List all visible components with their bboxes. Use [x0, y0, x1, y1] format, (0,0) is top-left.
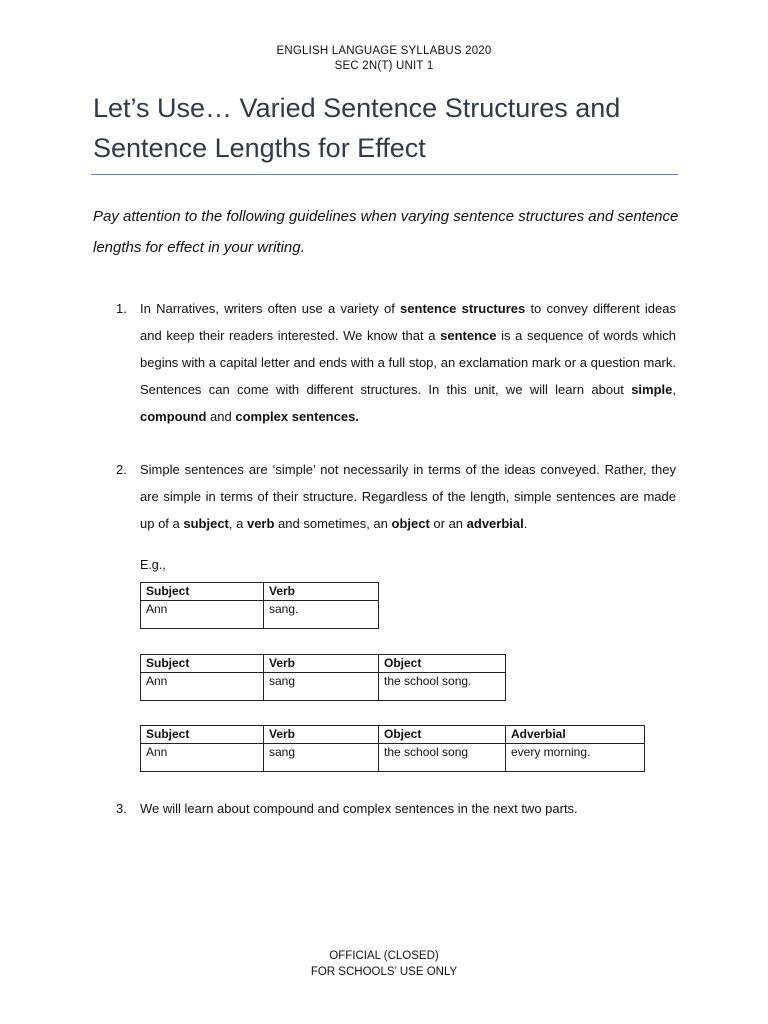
table-header-cell: Subject — [141, 583, 264, 601]
table-header-cell: Verb — [264, 583, 379, 601]
example-table-1 — [140, 582, 379, 629]
table-cell: the school song — [379, 744, 506, 772]
text-run: or an — [429, 516, 467, 531]
example-table-2 — [140, 654, 506, 701]
title-line-2: Sentence Lengths for Effect — [93, 133, 426, 163]
bold-term: verb — [246, 516, 275, 531]
list-item-2 — [140, 456, 676, 537]
title-divider — [91, 174, 678, 175]
text-run: is a sequence of words which begins with a capital letter and ends with a full stop, an exclamation mark or a question mark. Sentences can come with different structures. In this unit, we will learn about — [140, 328, 676, 397]
table-header-cell: Adverbial — [506, 726, 645, 744]
table-header-cell: Verb — [264, 726, 379, 744]
table-cell: the school song. — [379, 673, 506, 701]
bold-term: subject — [183, 516, 229, 531]
bold-term: sentence — [440, 328, 497, 343]
table-cell: sang — [264, 744, 379, 772]
table-row — [141, 601, 379, 629]
table-header-row — [141, 655, 506, 673]
bold-term: adverbial — [466, 516, 524, 531]
table-cell: every morning. — [506, 744, 645, 772]
bold-term: compound — [140, 409, 207, 424]
text-run: and — [206, 409, 236, 424]
text-run: Simple sentences are ‘simple’ not necessarily in terms of the ideas conveyed. Rather, they are simple in terms of their structure. Regardless of the length, simple sentences are made up of a — [140, 462, 676, 531]
example-label: E.g., — [140, 558, 166, 572]
table-row — [141, 744, 645, 772]
header-syllabus: ENGLISH LANGUAGE SYLLABUS 2020 — [276, 45, 492, 57]
list-number-3: 3. — [116, 801, 127, 816]
bold-term: object — [391, 516, 430, 531]
table-cell: sang. — [264, 601, 379, 629]
table-header-cell: Object — [379, 726, 506, 744]
intro-paragraph: Pay attention to the following guidelines when varying sentence structures and sentence lengths for effect in your writing. — [93, 208, 679, 256]
list-item-3 — [140, 795, 676, 822]
table-header-cell: Object — [379, 655, 506, 673]
list-number-2: 2. — [116, 462, 127, 477]
page-title — [93, 88, 693, 168]
footer-classification: OFFICIAL (CLOSED) — [329, 950, 439, 962]
table-header-row — [141, 726, 645, 744]
footer-usage: FOR SCHOOLS’ USE ONLY — [310, 966, 458, 978]
table-row — [141, 673, 506, 701]
list-number-1: 1. — [116, 301, 127, 316]
bold-term: complex sentences. — [235, 409, 359, 424]
table-header-cell: Verb — [264, 655, 379, 673]
table-header-row — [141, 583, 379, 601]
table-header-cell: Subject — [141, 726, 264, 744]
table-cell: Ann — [141, 601, 264, 629]
bold-term: sentence structures — [400, 301, 526, 316]
table-cell: sang — [264, 673, 379, 701]
text-run: and sometimes, an — [274, 516, 392, 531]
header-unit: SEC 2N(T) UNIT 1 — [334, 60, 434, 72]
table-header-cell: Subject — [141, 655, 264, 673]
page-header — [0, 44, 768, 74]
page-footer — [0, 948, 768, 980]
table-cell: Ann — [141, 744, 264, 772]
text-run: We will learn about compound and complex sentences in the next two parts. — [140, 801, 578, 816]
text-run: to convey different ideas and keep their readers interested. We know that a — [140, 301, 676, 343]
example-table-3 — [140, 725, 645, 772]
list-item-1 — [140, 295, 676, 430]
title-line-1: Let’s Use… Varied Sentence Structures and — [93, 93, 621, 123]
text-run: In Narratives, writers often use a variety of — [140, 301, 401, 316]
text-run: , a — [228, 516, 247, 531]
text-run: . — [523, 516, 528, 531]
bold-term: simple — [631, 382, 673, 397]
text-run: , — [672, 382, 676, 397]
table-cell: Ann — [141, 673, 264, 701]
